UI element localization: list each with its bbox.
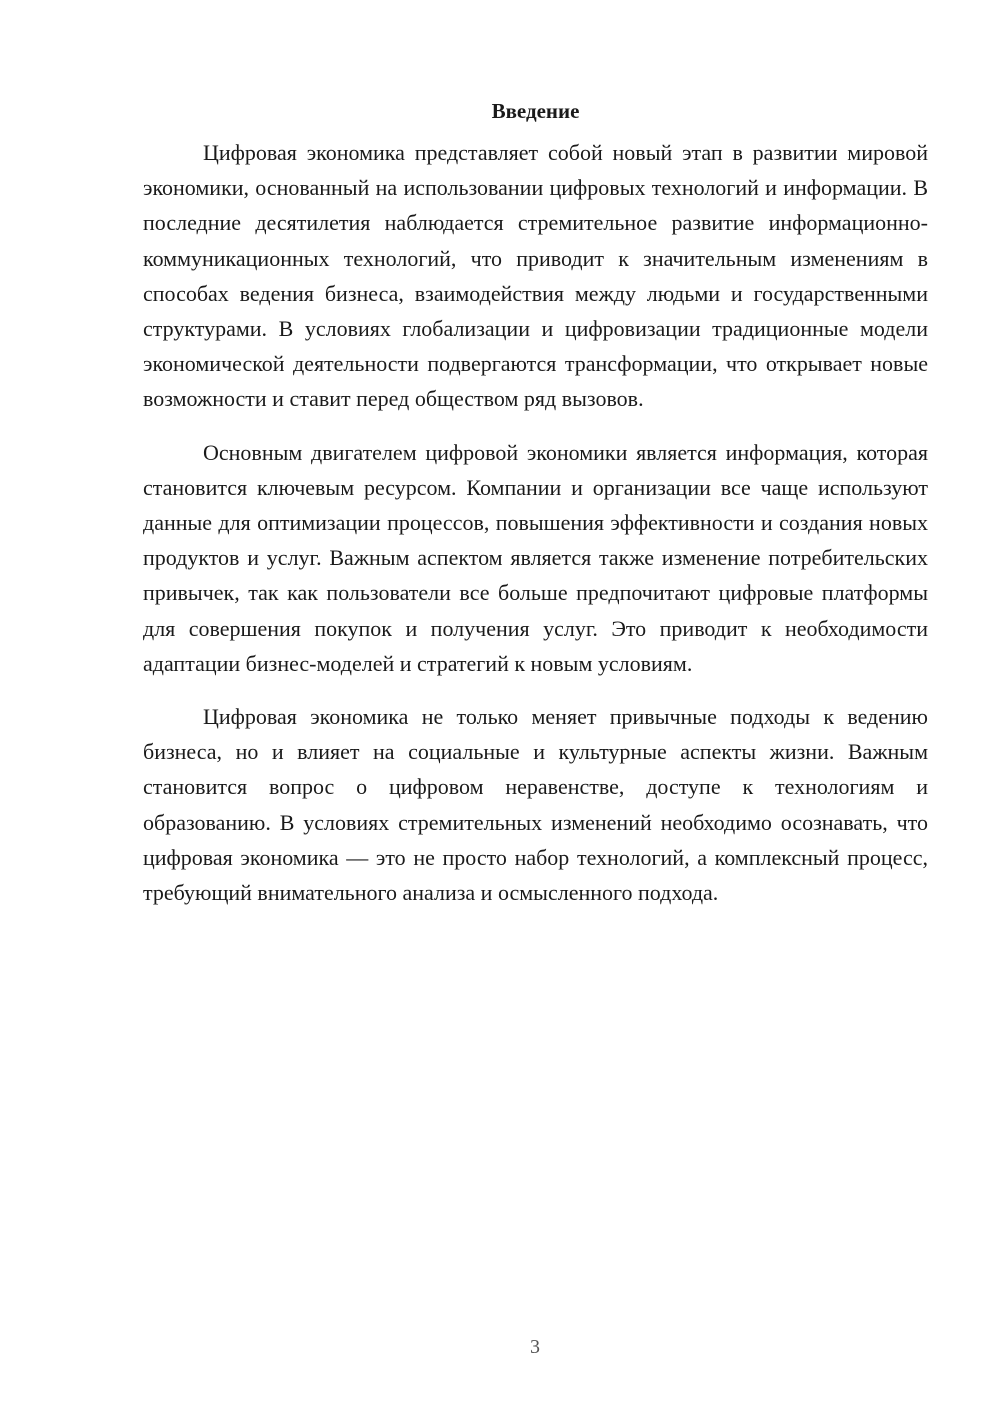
paragraph-3: Цифровая экономика не только меняет привычные подходы к ведению бизнеса, но и влияет на социальные и культурные аспекты жизни. Важным становится вопрос о цифровом неравенстве, доступе к технологиям и образованию. В условиях стремительных изменений необходимо осознавать, что цифровая экономика — это не просто набор технологий, а комплексный процесс, требующий внимательного анализа и осмысленного подхода. [143,704,928,906]
section-title: Введение [491,99,580,123]
paragraph-2: Основным двигателем цифровой экономики является информация, которая становится ключевым ресурсом. Компании и организации все чаще используют данные для оптимизации процессов, повышения эффективности и создания новых продуктов и услуг. Важным аспектом является также изменение потребительских привычек, так как пользователи все больше предпочитают цифровые платформы для совершения покупок и получения услуг. Это приводит к необходимости адаптации бизнес-моделей и стратегий к новым условиям. [143,439,928,676]
page-number: 3 [530,1336,540,1358]
paragraph-1: Цифровая экономика представляет собой новый этап в развитии мировой экономики, основанный на использовании цифровых технологий и информации. В последние десятилетия наблюдается стремительное развитие информационно-коммуникационных технологий, что приводит к значительным изменениям в способах ведения бизнеса, взаимодействия между людьми и государственными структурами. В условиях глобализации и цифровизации традиционные модели экономической деятельности подвергаются трансформации, что открывает новые возможности и ставит перед обществом ряд вызовов. [143,140,928,412]
page-content [143,96,928,928]
